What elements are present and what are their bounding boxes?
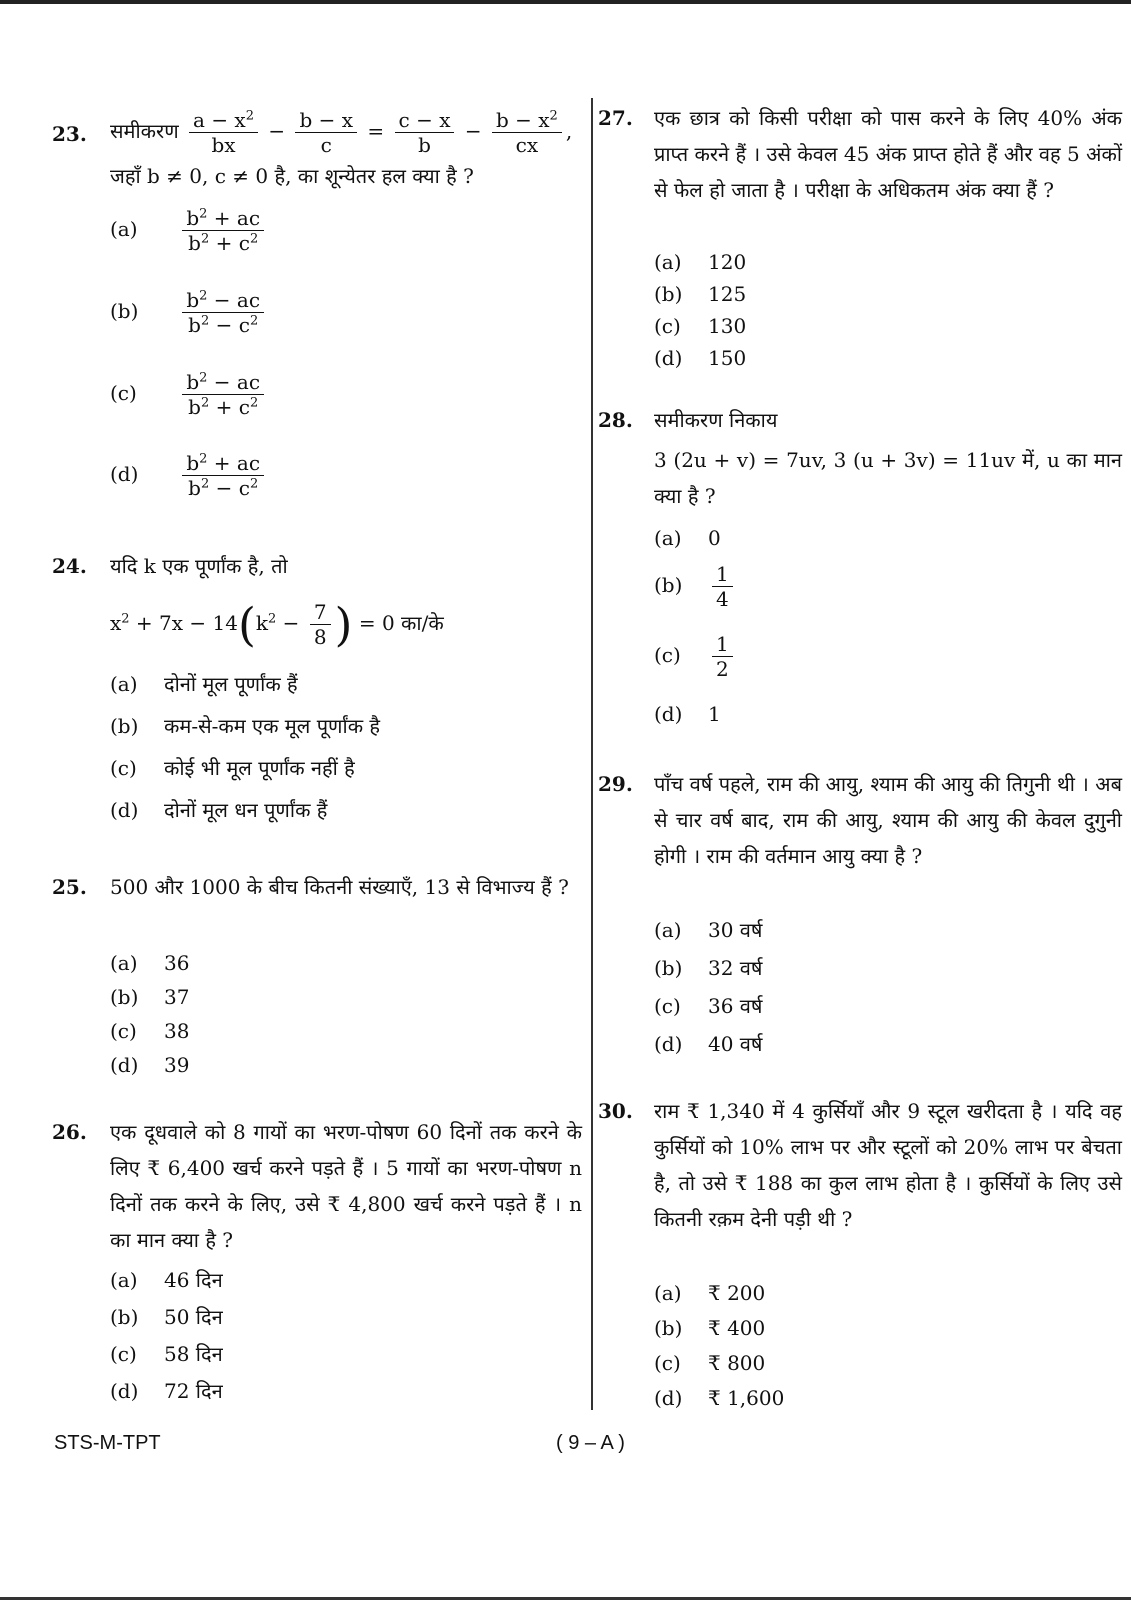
option-d[interactable]: (d) 1 bbox=[654, 702, 721, 726]
option-c[interactable]: (c) 36 वर्ष bbox=[654, 994, 763, 1018]
question-number: 27. bbox=[598, 106, 633, 130]
question-text: यदि k एक पूर्णांक है, तो bbox=[110, 554, 288, 578]
question-23 bbox=[52, 108, 582, 528]
option-b[interactable]: (b) 50 दिन bbox=[110, 1305, 223, 1329]
option-a[interactable]: (a) 36 bbox=[110, 951, 190, 975]
option-d[interactable]: (d) ₹ 1,600 bbox=[654, 1386, 785, 1410]
fraction: $\frac{a - x^2}{bx}$ bbox=[189, 108, 258, 157]
question-number: 23. bbox=[52, 122, 87, 146]
question-26 bbox=[52, 1114, 582, 1414]
page-number: ( 9 – A ) bbox=[556, 1432, 625, 1454]
option-a[interactable]: (a) 120 bbox=[654, 250, 747, 274]
option-c[interactable]: (c) $\frac{1}{2}$ bbox=[654, 632, 737, 681]
option-c[interactable]: (c) ₹ 800 bbox=[654, 1351, 766, 1375]
option-d[interactable]: (d) 39 bbox=[110, 1053, 190, 1077]
option-d[interactable]: (d) 150 bbox=[654, 346, 747, 370]
question-text: समीकरण निकाय bbox=[654, 408, 778, 432]
question-number: 28. bbox=[598, 408, 633, 432]
question-24 bbox=[52, 548, 582, 838]
option-a[interactable]: (a) ₹ 200 bbox=[654, 1281, 766, 1305]
question-number: 29. bbox=[598, 772, 633, 796]
option-d[interactable]: (d) 72 दिन bbox=[110, 1379, 223, 1403]
question-equation: 3 (2u + v) = 7uv, 3 (u + 3v) = 11uv में, u का मान क्या है ? bbox=[654, 448, 1122, 508]
question-text: राम ₹ 1,340 में 4 कुर्सियाँ और 9 स्टूल खरीदता है । यदि वह कुर्सियों को 10% लाभ पर और स्टूलों को 20% लाभ पर बेचता है, तो उसे ₹ 188 का कुल लाभ होता है । कुर्सियों के लिए उसे कितनी रक़म देनी पड़ी थी ? bbox=[654, 1099, 1122, 1231]
question-number: 25. bbox=[52, 875, 87, 899]
question-30 bbox=[598, 1093, 1125, 1413]
q23-equation: समीकरण $\frac{a - x^2}{bx}$ − $\frac{b - x}{c}$ = $\frac{c - x}{b}$ − $\frac{b - x^2}{cx}$ , bbox=[110, 108, 573, 157]
question-27 bbox=[598, 100, 1125, 380]
question-text: एक छात्र को किसी परीक्षा को पास करने के लिए 40% अंक प्राप्त करने हैं । उसे केवल 45 अंक प्राप्त होते हैं और वह 5 अंकों से फेल हो जाता है । परीक्षा के अधिकतम अंक क्या हैं ? bbox=[654, 106, 1122, 202]
paper-code: STS-M-TPT bbox=[54, 1432, 161, 1454]
option-c[interactable]: (c) 58 दिन bbox=[110, 1342, 223, 1366]
option-b[interactable]: (b) $\frac{b^2 - ac}{b^2 - c^2}$ bbox=[110, 288, 268, 337]
q23-condition: जहाँ b ≠ 0, c ≠ 0 है, का शून्येतर हल क्या है ? bbox=[110, 164, 474, 188]
question-25 bbox=[52, 869, 582, 1079]
option-c[interactable]: (c) कोई भी मूल पूर्णांक नहीं है bbox=[110, 756, 355, 780]
question-number: 30. bbox=[598, 1099, 633, 1123]
option-d[interactable]: (d) दोनों मूल धन पूर्णांक हैं bbox=[110, 798, 328, 822]
option-a[interactable]: (a) दोनों मूल पूर्णांक हैं bbox=[110, 672, 298, 696]
option-a[interactable]: (a) $\frac{b^2 + ac}{b^2 + c^2}$ bbox=[110, 206, 268, 255]
option-b[interactable]: (b) 125 bbox=[654, 282, 747, 306]
column-divider bbox=[591, 98, 593, 1410]
option-b[interactable]: (b) 37 bbox=[110, 985, 190, 1009]
fraction: $\frac{c - x}{b}$ bbox=[395, 108, 455, 157]
option-b[interactable]: (b) $\frac{1}{4}$ bbox=[654, 562, 737, 611]
option-a[interactable]: (a) 30 वर्ष bbox=[654, 918, 763, 942]
option-a[interactable]: (a) 0 bbox=[654, 526, 721, 550]
q24-equation: $x^2 + 7x - 14(k^2$ − $\frac{7}{8}$ ) = 0 का/के bbox=[110, 597, 444, 652]
fraction: $\frac{b - x}{c}$ bbox=[295, 108, 357, 157]
option-b[interactable]: (b) 32 वर्ष bbox=[654, 956, 763, 980]
option-c[interactable]: (c) $\frac{b^2 - ac}{b^2 + c^2}$ bbox=[110, 370, 268, 419]
question-number: 26. bbox=[52, 1120, 87, 1144]
question-28 bbox=[598, 402, 1125, 742]
option-b[interactable]: (b) ₹ 400 bbox=[654, 1316, 766, 1340]
question-text: पाँच वर्ष पहले, राम की आयु, श्याम की आयु की तिगुनी थी । अब से चार वर्ष बाद, राम की आयु, श्याम की आयु की केवल दुगुनी होगी । राम की वर्तमान आयु क्या है ? bbox=[654, 772, 1122, 868]
question-text: 500 और 1000 के बीच कितनी संख्याएँ, 13 से विभाज्य हैं ? bbox=[110, 875, 569, 899]
option-c[interactable]: (c) 130 bbox=[654, 314, 747, 338]
option-b[interactable]: (b) कम-से-कम एक मूल पूर्णांक है bbox=[110, 714, 381, 738]
question-number: 24. bbox=[52, 554, 87, 578]
option-d[interactable]: (d) $\frac{b^2 + ac}{b^2 - c^2}$ bbox=[110, 451, 268, 500]
fraction: $\frac{b - x^2}{cx}$ bbox=[492, 108, 562, 157]
option-a[interactable]: (a) 46 दिन bbox=[110, 1268, 223, 1292]
question-29 bbox=[598, 766, 1125, 1066]
question-text: एक दूधवाले को 8 गायों का भरण-पोषण 60 दिनों तक करने के लिए ₹ 6,400 खर्च करने पड़ते हैं । 5 गायों का भरण-पोषण n दिनों तक करने के लिए, उसे ₹ 4,800 खर्च करने पड़ते हैं । n का मान क्या है ? bbox=[110, 1120, 582, 1252]
option-c[interactable]: (c) 38 bbox=[110, 1019, 190, 1043]
top-rule bbox=[0, 0, 1131, 4]
option-d[interactable]: (d) 40 वर्ष bbox=[654, 1032, 763, 1056]
